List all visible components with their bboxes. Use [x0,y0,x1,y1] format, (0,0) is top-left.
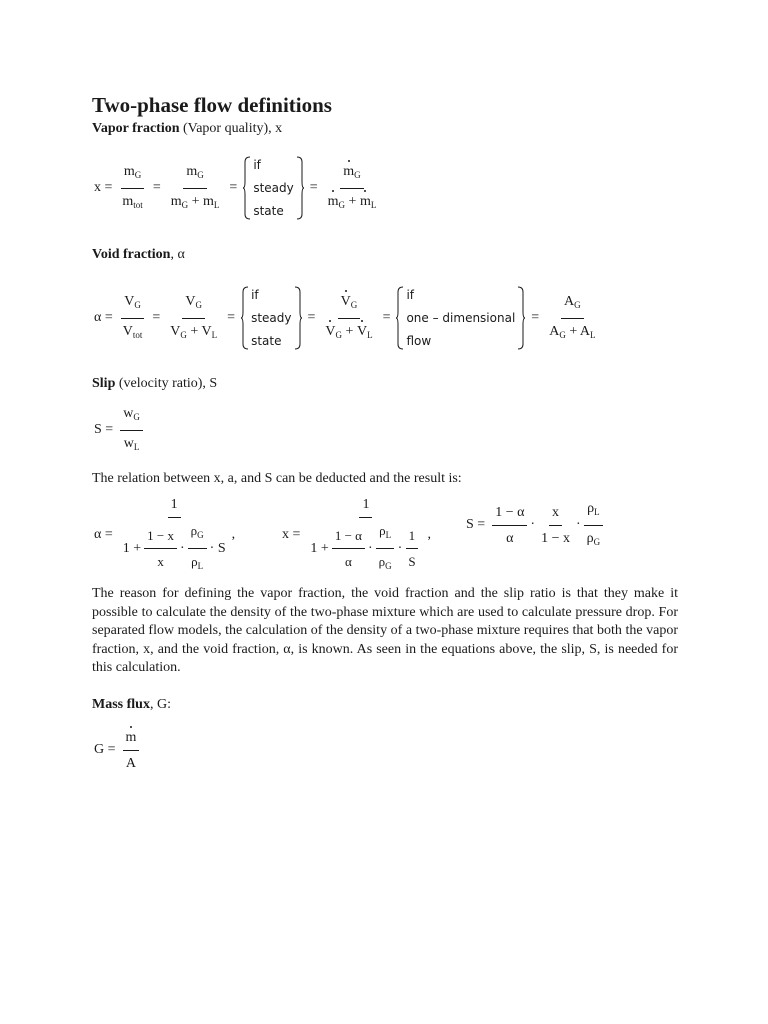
s-relation-equation: S = $\frac{1 - \alpha}{\alpha}$ · $\frac{x}{1 - x}$ · $\frac{\rho_L}{\rho_G}$ [462,503,606,547]
vapor-fraction-heading [92,120,282,138]
slip-label: Slip [92,376,116,391]
mass-flux-desc: , G: [149,697,171,712]
void-fraction-equation: α = $\frac{V_G}{V_{tot}}$ = $\frac{V_G}{V_G + V_L}$ = if steady state = $\frac{V_G}{V_G + V_L}$ = if one – dimensional flow = $\frac{A_G}{A_G + A_L}$ [90,285,602,351]
x-relation-equation: x = 1 1 + $\frac{1 - \alpha}{\alpha}$ · $\frac{\rho_L}{\rho_G}$ · $\frac{1}{S}$ , [282,496,432,571]
slip-heading [92,375,217,393]
slip-desc: (velocity ratio), S [115,376,218,391]
vapor-fraction-desc: (Vapor quality), x [179,121,283,136]
condition-line: steady [253,180,294,195]
mass-flux-heading [92,696,171,714]
condition-line: if [406,287,415,302]
condition-line: steady [251,310,292,325]
vapor-fraction-equation: x = $\frac{m_G}{m_{tot}}$ = $\frac{m_G}{m_G + m_L}$ = if steady state = $\frac{m_G}{m_G + m_L}$ [90,155,382,221]
vapor-fraction-label: Vapor fraction [92,121,180,136]
page-title: Two-phase flow definitions [92,93,332,117]
condition-line: state [251,333,282,348]
void-fraction-label: Void fraction [92,247,171,262]
condition-line: one – dimensional [406,310,516,325]
void-fraction-desc: , α [170,247,185,262]
condition-line: state [253,203,284,218]
explanation-paragraph: The reason for defining the vapor fraction, the void fraction and the slip ratio is that they make it possible to calculate the density of the two-phase mixture which are used to calculate pressure drop. For separated flow models, the calculation of the density of a two-phase mixture requires that both the vapor fraction, x, and the void fraction, α, is known. As seen in the equations above, the slip, S, is needed for this calculation. [92,586,678,675]
condition-line: flow [406,333,432,348]
condition-line: if [253,157,261,172]
slip-equation: S = $\frac{w_G}{w_L}$ [90,408,146,452]
condition-line: if [251,287,259,302]
alpha-relation-equation: α = 1 1 + $\frac{1 - x}{x}$ · $\frac{\rho_G}{\rho_L}$ · S , [94,496,236,571]
steady-state-condition [241,284,301,353]
one-dimensional-flow-condition [396,284,525,353]
relation-text: The relation between x, a, and S can be deducted and the result is: [92,471,462,486]
mass-flux-equation: G = $\frac{m}{A}$ [90,728,142,772]
void-fraction-heading [92,246,185,264]
mass-flux-label: Mass flux [92,697,150,712]
steady-state-condition [243,154,303,223]
